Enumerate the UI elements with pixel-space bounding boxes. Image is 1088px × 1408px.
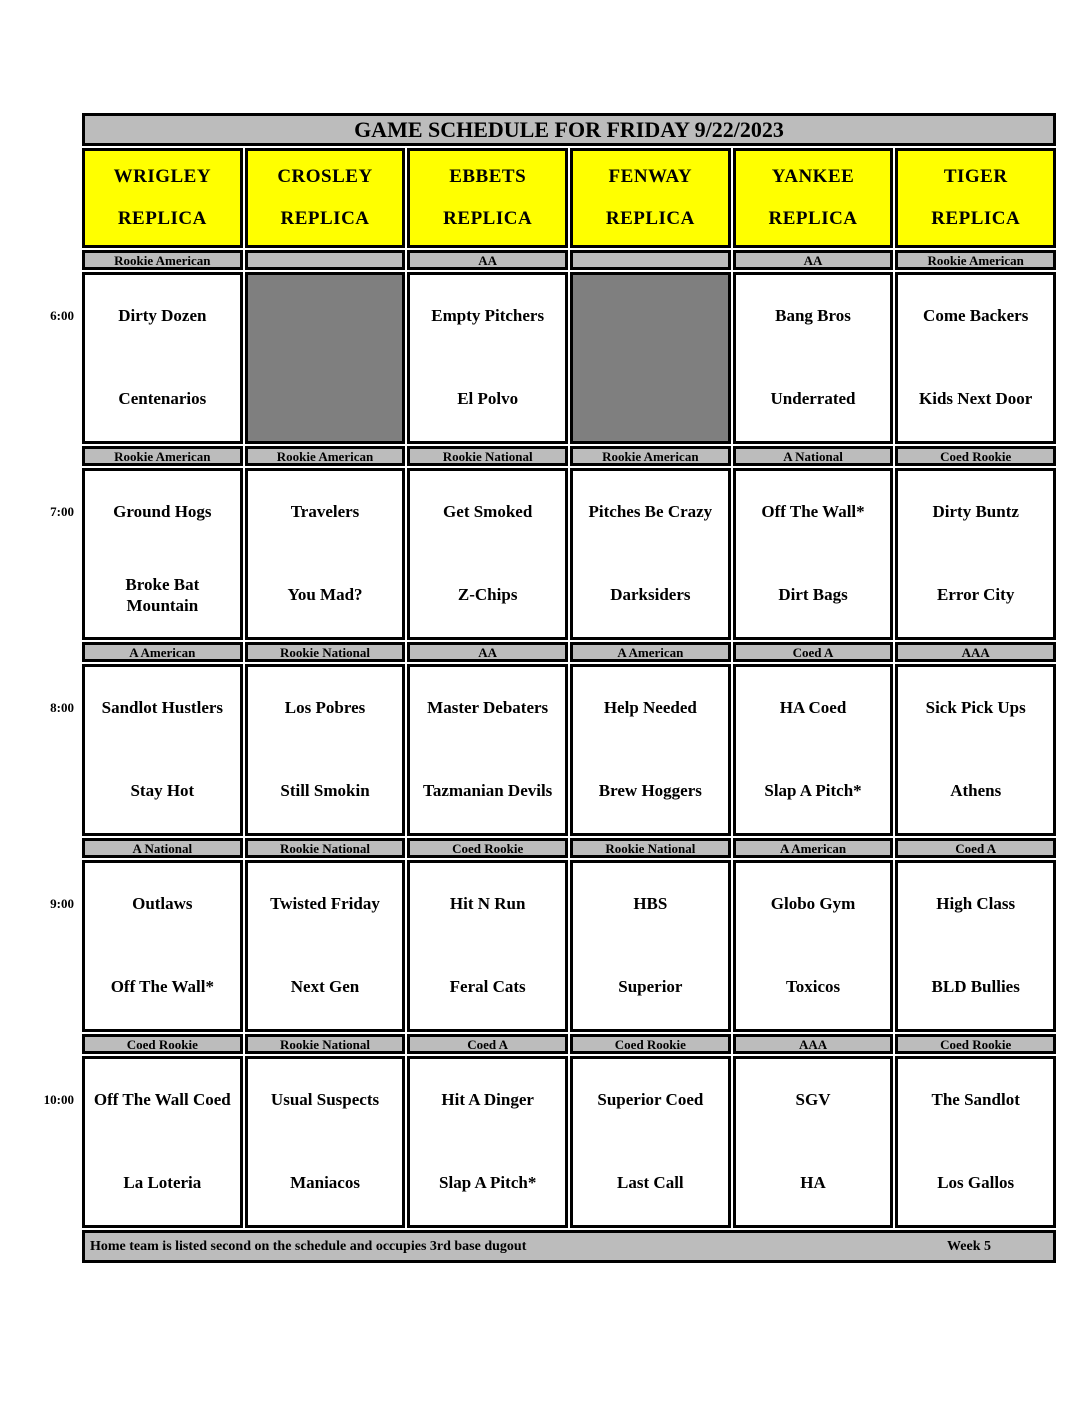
division-row [82,838,1056,858]
division-label: A American [82,642,243,662]
division-label: Rookie National [245,642,406,662]
division-label: Rookie American [245,446,406,466]
away-team: Help Needed [603,698,697,718]
game-cell [733,860,894,1032]
field-header-row [82,148,1056,248]
field-replica-label: REPLICA [768,208,858,229]
division-label: Rookie American [570,446,731,466]
game-cell [895,272,1056,444]
game-row-600 [50,272,1056,444]
away-team: Superior Coed [597,1090,704,1110]
home-team [573,358,728,441]
home-team: Off The Wall* [110,977,214,997]
away-team: Empty Pitchers [431,306,545,326]
division-label: Rookie American [895,250,1056,270]
division-label: Rookie American [82,250,243,270]
field-replica-label: REPLICA [280,208,370,229]
away-team: SGV [795,1090,831,1110]
home-team: Z-Chips [457,585,518,605]
division-label: Rookie National [245,1034,406,1054]
home-team: Feral Cats [449,977,526,997]
away-team: Hit A Dinger [441,1090,534,1110]
division-label: A American [733,838,894,858]
game-cell [895,1056,1056,1228]
home-team: El Polvo [457,389,519,409]
away-team: Come Backers [923,306,1029,326]
field-name: EBBETS [449,166,527,187]
home-team [248,358,403,441]
division-label: AAA [895,642,1056,662]
game-cell [82,1056,243,1228]
home-team: Error City [937,585,1015,605]
home-team: Brew Hoggers [598,781,702,801]
away-team [248,275,403,358]
away-team: Travelers [290,502,360,522]
away-team: HA Coed [779,698,847,718]
game-cell [407,1056,568,1228]
division-label: Coed A [733,642,894,662]
game-cell [895,860,1056,1032]
week-label: Week 5 [947,1238,991,1254]
home-team: Maniacos [290,1173,360,1193]
field-replica-label: REPLICA [605,208,695,229]
home-team: Still Smokin [280,781,370,801]
field-name: YANKEE [771,166,855,187]
home-team: Kids Next Door [919,389,1033,409]
home-team-note: Home team is listed second on the schedule and occupies 3rd base dugout [90,1238,527,1254]
game-schedule-sheet [43,113,1056,1263]
game-cell [570,860,731,1032]
division-label: Rookie National [570,838,731,858]
game-cell [82,664,243,836]
home-team: Darksiders [610,585,691,605]
home-team: HA [800,1173,826,1193]
division-label: A National [733,446,894,466]
game-row-900 [50,860,1056,1032]
away-team: Sandlot Hustlers [101,698,224,718]
away-team: Usual Suspects [270,1090,380,1110]
game-cell [733,1056,894,1228]
away-team: Off The Wall Coed [93,1090,231,1110]
division-label: AAA [733,1034,894,1054]
away-team: Bang Bros [775,306,851,326]
footer-bar [82,1230,1056,1263]
division-row [82,1034,1056,1054]
game-cell [733,468,894,640]
game-cell [82,272,243,444]
field-header-tiger [895,148,1056,248]
game-cell [82,468,243,640]
away-team [573,275,728,358]
game-cell [245,468,406,640]
home-team: Tazmanian Devils [423,781,553,801]
home-team: Stay Hot [130,781,195,801]
home-team: Centenarios [118,389,207,409]
home-team: Slap A Pitch* [764,781,862,801]
game-cell [245,1056,406,1228]
division-row [82,446,1056,466]
field-name: TIGER [943,166,1008,187]
field-name: FENWAY [608,166,693,187]
field-name: WRIGLEY [113,166,212,187]
division-label: AA [407,250,568,270]
division-row [82,250,1056,270]
time-label: 9:00 [50,896,74,911]
division-label: A National [82,838,243,858]
home-team: Underrated [770,389,856,409]
division-label [570,250,731,270]
away-team: Outlaws [132,894,193,914]
field-replica-label: REPLICA [117,208,207,229]
away-team: Off The Wall* [761,502,865,522]
home-team: You Mad? [287,585,363,605]
division-label: AA [407,642,568,662]
division-label: Coed Rookie [570,1034,731,1054]
game-cell [570,468,731,640]
no-game-cell [570,272,731,444]
field-header-yankee [733,148,894,248]
division-label: Coed Rookie [895,446,1056,466]
away-team: Dirty Buntz [932,502,1019,522]
footer-row [82,1230,1056,1263]
away-team: High Class [936,894,1016,914]
title-row [82,113,1056,146]
game-cell [407,468,568,640]
time-label: 7:00 [50,504,74,519]
game-row-800 [50,664,1056,836]
away-team: Hit N Run [449,894,526,914]
division-label: Rookie American [82,446,243,466]
game-cell [570,664,731,836]
home-team: Dirt Bags [778,585,848,605]
game-cell [570,1056,731,1228]
field-header-fenway [570,148,731,248]
away-team: Get Smoked [443,502,533,522]
away-team: The Sandlot [931,1090,1020,1110]
home-team: Slap A Pitch* [439,1173,537,1193]
division-label: A American [570,642,731,662]
division-label: Rookie National [245,838,406,858]
away-team: Ground Hogs [113,502,212,522]
home-team: Superior [618,977,683,997]
division-label: Coed Rookie [82,1034,243,1054]
game-cell [733,664,894,836]
division-label: Coed A [895,838,1056,858]
home-team: Los Gallos [937,1173,1015,1193]
game-cell [82,860,243,1032]
no-game-cell [245,272,406,444]
home-team: Last Call [617,1173,684,1193]
time-label: 6:00 [50,308,74,323]
away-team: Master Debaters [427,698,549,718]
time-label: 8:00 [50,700,74,715]
away-team: Sick Pick Ups [925,698,1026,718]
away-team: Dirty Dozen [118,306,207,326]
game-cell [245,860,406,1032]
game-cell [733,272,894,444]
game-cell [407,860,568,1032]
game-cell [895,664,1056,836]
away-team: HBS [633,894,668,914]
field-header-crosley [245,148,406,248]
field-replica-label: REPLICA [443,208,533,229]
away-team: Pitches Be Crazy [588,502,713,522]
away-team: Globo Gym [770,894,856,914]
game-cell [245,664,406,836]
home-team: Athens [950,781,1002,801]
field-header-wrigley [82,148,243,248]
division-label: Rookie National [407,446,568,466]
game-cell [407,664,568,836]
game-row-1000 [43,1056,1056,1228]
home-team: La Loteria [123,1173,202,1193]
away-team: Twisted Friday [270,894,380,914]
away-team: Los Pobres [284,698,366,718]
division-row [82,642,1056,662]
division-label: Coed Rookie [895,1034,1056,1054]
home-team: Toxicos [785,977,841,997]
field-name: CROSLEY [277,166,373,187]
division-label: Coed A [407,1034,568,1054]
home-team: Broke Bat Mountain [125,575,200,615]
division-label [245,250,406,270]
division-label: Coed Rookie [407,838,568,858]
home-team: Next Gen [290,977,360,997]
page-title: GAME SCHEDULE FOR FRIDAY 9/22/2023 [82,113,1056,146]
field-replica-label: REPLICA [931,208,1021,229]
game-cell [407,272,568,444]
home-team: BLD Bullies [931,977,1020,997]
game-row-700 [50,468,1056,640]
time-label: 10:00 [43,1092,74,1107]
field-header-ebbets [407,148,568,248]
game-cell [895,468,1056,640]
division-label: AA [733,250,894,270]
